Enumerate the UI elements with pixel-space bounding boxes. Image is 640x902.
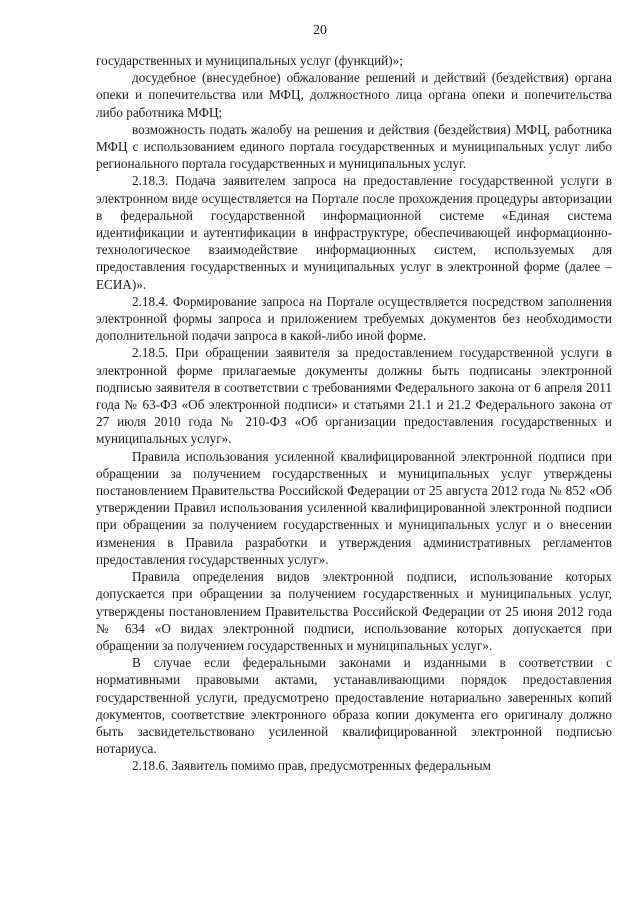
paragraph: В случае если федеральными законами и изданными в соответствии с нормативными правовыми актами, устанавливающими порядок предоставления государственной услуги, предусмотрено предоставление нотариально заверенных копий документов, соответствие электронного образа копии документа его оригиналу должно быть засвидетельствовано усиленной квалифицированной электронной подписью нотариуса. [96, 655, 612, 757]
page-number: 20 [313, 23, 327, 38]
document-body [96, 52, 612, 775]
paragraph: 2.18.4. Формирование запроса на Портале осуществляется посредством заполнения электронной формы запроса и приложением требуемых документов без необходимости дополнительной подачи запроса в какой-либо иной форме. [96, 293, 612, 344]
paragraph: возможность подать жалобу на решения и действия (бездействия) МФЦ, работника МФЦ с использованием единого портала государственных и муниципальных услуг либо регионального портала государственных и муниципальных услуг. [96, 121, 612, 172]
paragraph: Правила определения видов электронной подписи, использование которых допускается при обращении за получением государственных и муниципальных услуг, утверждены постановлением Правительства Российской Федерации от 25 июня 2012 года № 634 «О видах электронной подписи, использование которых допускается при обращении за получением государственных и муниципальных услуг». [96, 569, 612, 653]
paragraph: 2.18.6. Заявитель помимо прав, предусмотренных федеральным [132, 758, 491, 774]
paragraph: Правила использования усиленной квалифицированной электронной подписи при обращении за получением государственных и муниципальных услуг утверждены постановлением Правительства Российской Федерации от 25 августа 2012 года № 852 «Об утверждении Правил использования усиленной квалифицированной электронной подписи при обращении за получением государственных и муниципальных услуг и о внесении изменения в Правила разработки и утверждения административных регламентов предоставления государственных услуг». [96, 448, 612, 567]
paragraph: государственных и муниципальных услуг (функций)»; [96, 53, 403, 68]
paragraph: досудебное (внесудебное) обжалование решений и действий (бездействия) органа опеки и попечительства или МФЦ, должностного лица органа опеки и попечительства либо работника МФЦ; [96, 70, 612, 120]
paragraph: 2.18.3. Подача заявителем запроса на предоставление государственной услуги в электронном виде осуществляется на Портале после прохождения процедуры авторизации в федеральной государственной информационной системе «Единая система идентификации и аутентификации в инфраструктуре, обеспечивающей информационно-технологическое взаимодействие информационных систем, используемых для предоставления государственных и муниципальных услуг в электронной форме (далее – ЕСИА)». [96, 173, 612, 292]
paragraph: 2.18.5. При обращении заявителя за предоставлением государственной услуги в электронной форме прилагаемые документы должны быть подписаны электронной подписью заявителя в соответствии с требованиями Федерального закона от 6 апреля 2011 года № 63-ФЗ «Об электронной подписи» и статьями 21.1 и 21.2 Федерального закона от 27 июля 2010 года № 210-ФЗ «Об организации предоставления государственных и муниципальных услуг». [96, 345, 612, 447]
